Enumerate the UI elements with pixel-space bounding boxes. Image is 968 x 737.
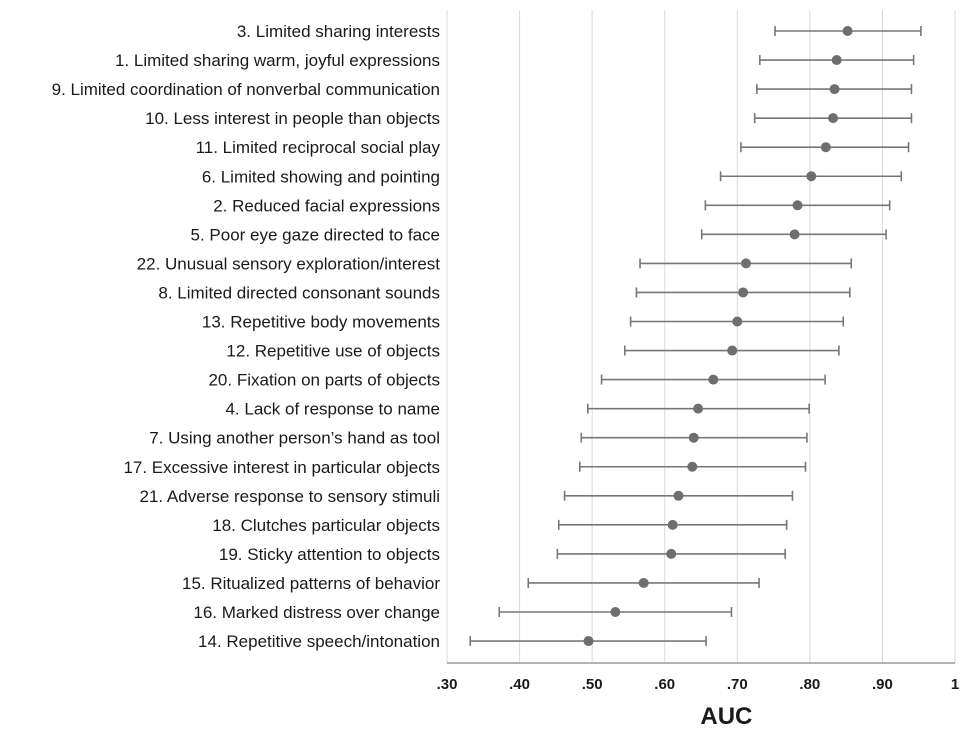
- x-tick-label: .30: [436, 676, 458, 693]
- auc-point: [689, 433, 699, 443]
- item-label: 8. Limited directed consonant sounds: [158, 283, 440, 303]
- auc-point: [668, 520, 678, 530]
- item-label: 13. Repetitive body movements: [201, 312, 440, 332]
- item-label: 3. Limited sharing interests: [236, 22, 440, 41]
- x-tick-label: .60: [654, 676, 676, 693]
- auc-point: [790, 229, 800, 239]
- item-label: 5. Poor eye gaze directed to face: [190, 225, 440, 245]
- auc-point: [708, 375, 718, 385]
- auc-point: [806, 171, 816, 181]
- item-label: 7. Using another person’s hand as tool: [149, 428, 440, 448]
- auc-point: [832, 55, 842, 65]
- x-tick-label: .90: [871, 676, 893, 693]
- item-label: 4. Lack of response to name: [225, 399, 440, 419]
- confidence-intervals: [470, 26, 921, 646]
- x-tick-label: .40: [509, 676, 531, 693]
- item-label: 14. Repetitive speech/intonation: [198, 632, 440, 652]
- auc-point: [821, 142, 831, 152]
- auc-point: [687, 462, 697, 472]
- x-tick-label: .80: [799, 676, 821, 693]
- auc-point: [693, 404, 703, 414]
- item-label: 11. Limited reciprocal social play: [195, 138, 440, 158]
- x-axis-title: AUC: [700, 703, 753, 730]
- grid-lines: [447, 10, 955, 663]
- auc-point: [666, 549, 676, 559]
- auc-point: [727, 346, 737, 356]
- auc-point: [674, 491, 684, 501]
- auc-point: [639, 578, 649, 588]
- item-label: 15. Ritualized patterns of behavior: [182, 573, 440, 593]
- item-label: 9. Limited coordination of nonverbal communication: [51, 80, 440, 100]
- auc-point: [793, 200, 803, 210]
- x-axis-ticks: [437, 676, 960, 693]
- item-labels: [52, 22, 441, 651]
- auc-point: [741, 258, 751, 268]
- x-tick-label: .70: [726, 676, 748, 693]
- item-label: 17. Excessive interest in particular objects: [123, 457, 440, 477]
- auc-point: [828, 113, 838, 123]
- item-label: 18. Clutches particular objects: [212, 515, 440, 535]
- item-label: 10. Less interest in people than objects: [145, 109, 440, 129]
- auc-point: [843, 26, 853, 36]
- auc-point: [738, 287, 748, 297]
- item-label: 6. Limited showing and pointing: [201, 167, 440, 187]
- item-label: 16. Marked distress over change: [193, 603, 440, 622]
- auc-points: [584, 26, 853, 646]
- auc-point: [830, 84, 840, 94]
- item-label: 19. Sticky attention to objects: [218, 544, 440, 564]
- item-label: 2. Reduced facial expressions: [213, 196, 440, 216]
- auc-point: [732, 317, 742, 327]
- auc-point: [610, 607, 620, 617]
- item-label: 22. Unusual sensory exploration/interest: [136, 254, 440, 274]
- item-label: 20. Fixation on parts of objects: [208, 370, 440, 390]
- x-tick-label: 1: [950, 676, 960, 693]
- x-tick-label: .50: [581, 676, 603, 693]
- item-label: 21. Adverse response to sensory stimuli: [139, 486, 440, 506]
- item-label: 1. Limited sharing warm, joyful expressions: [114, 51, 440, 71]
- auc-point: [584, 636, 594, 646]
- item-label: 12. Repetitive use of objects: [226, 341, 440, 361]
